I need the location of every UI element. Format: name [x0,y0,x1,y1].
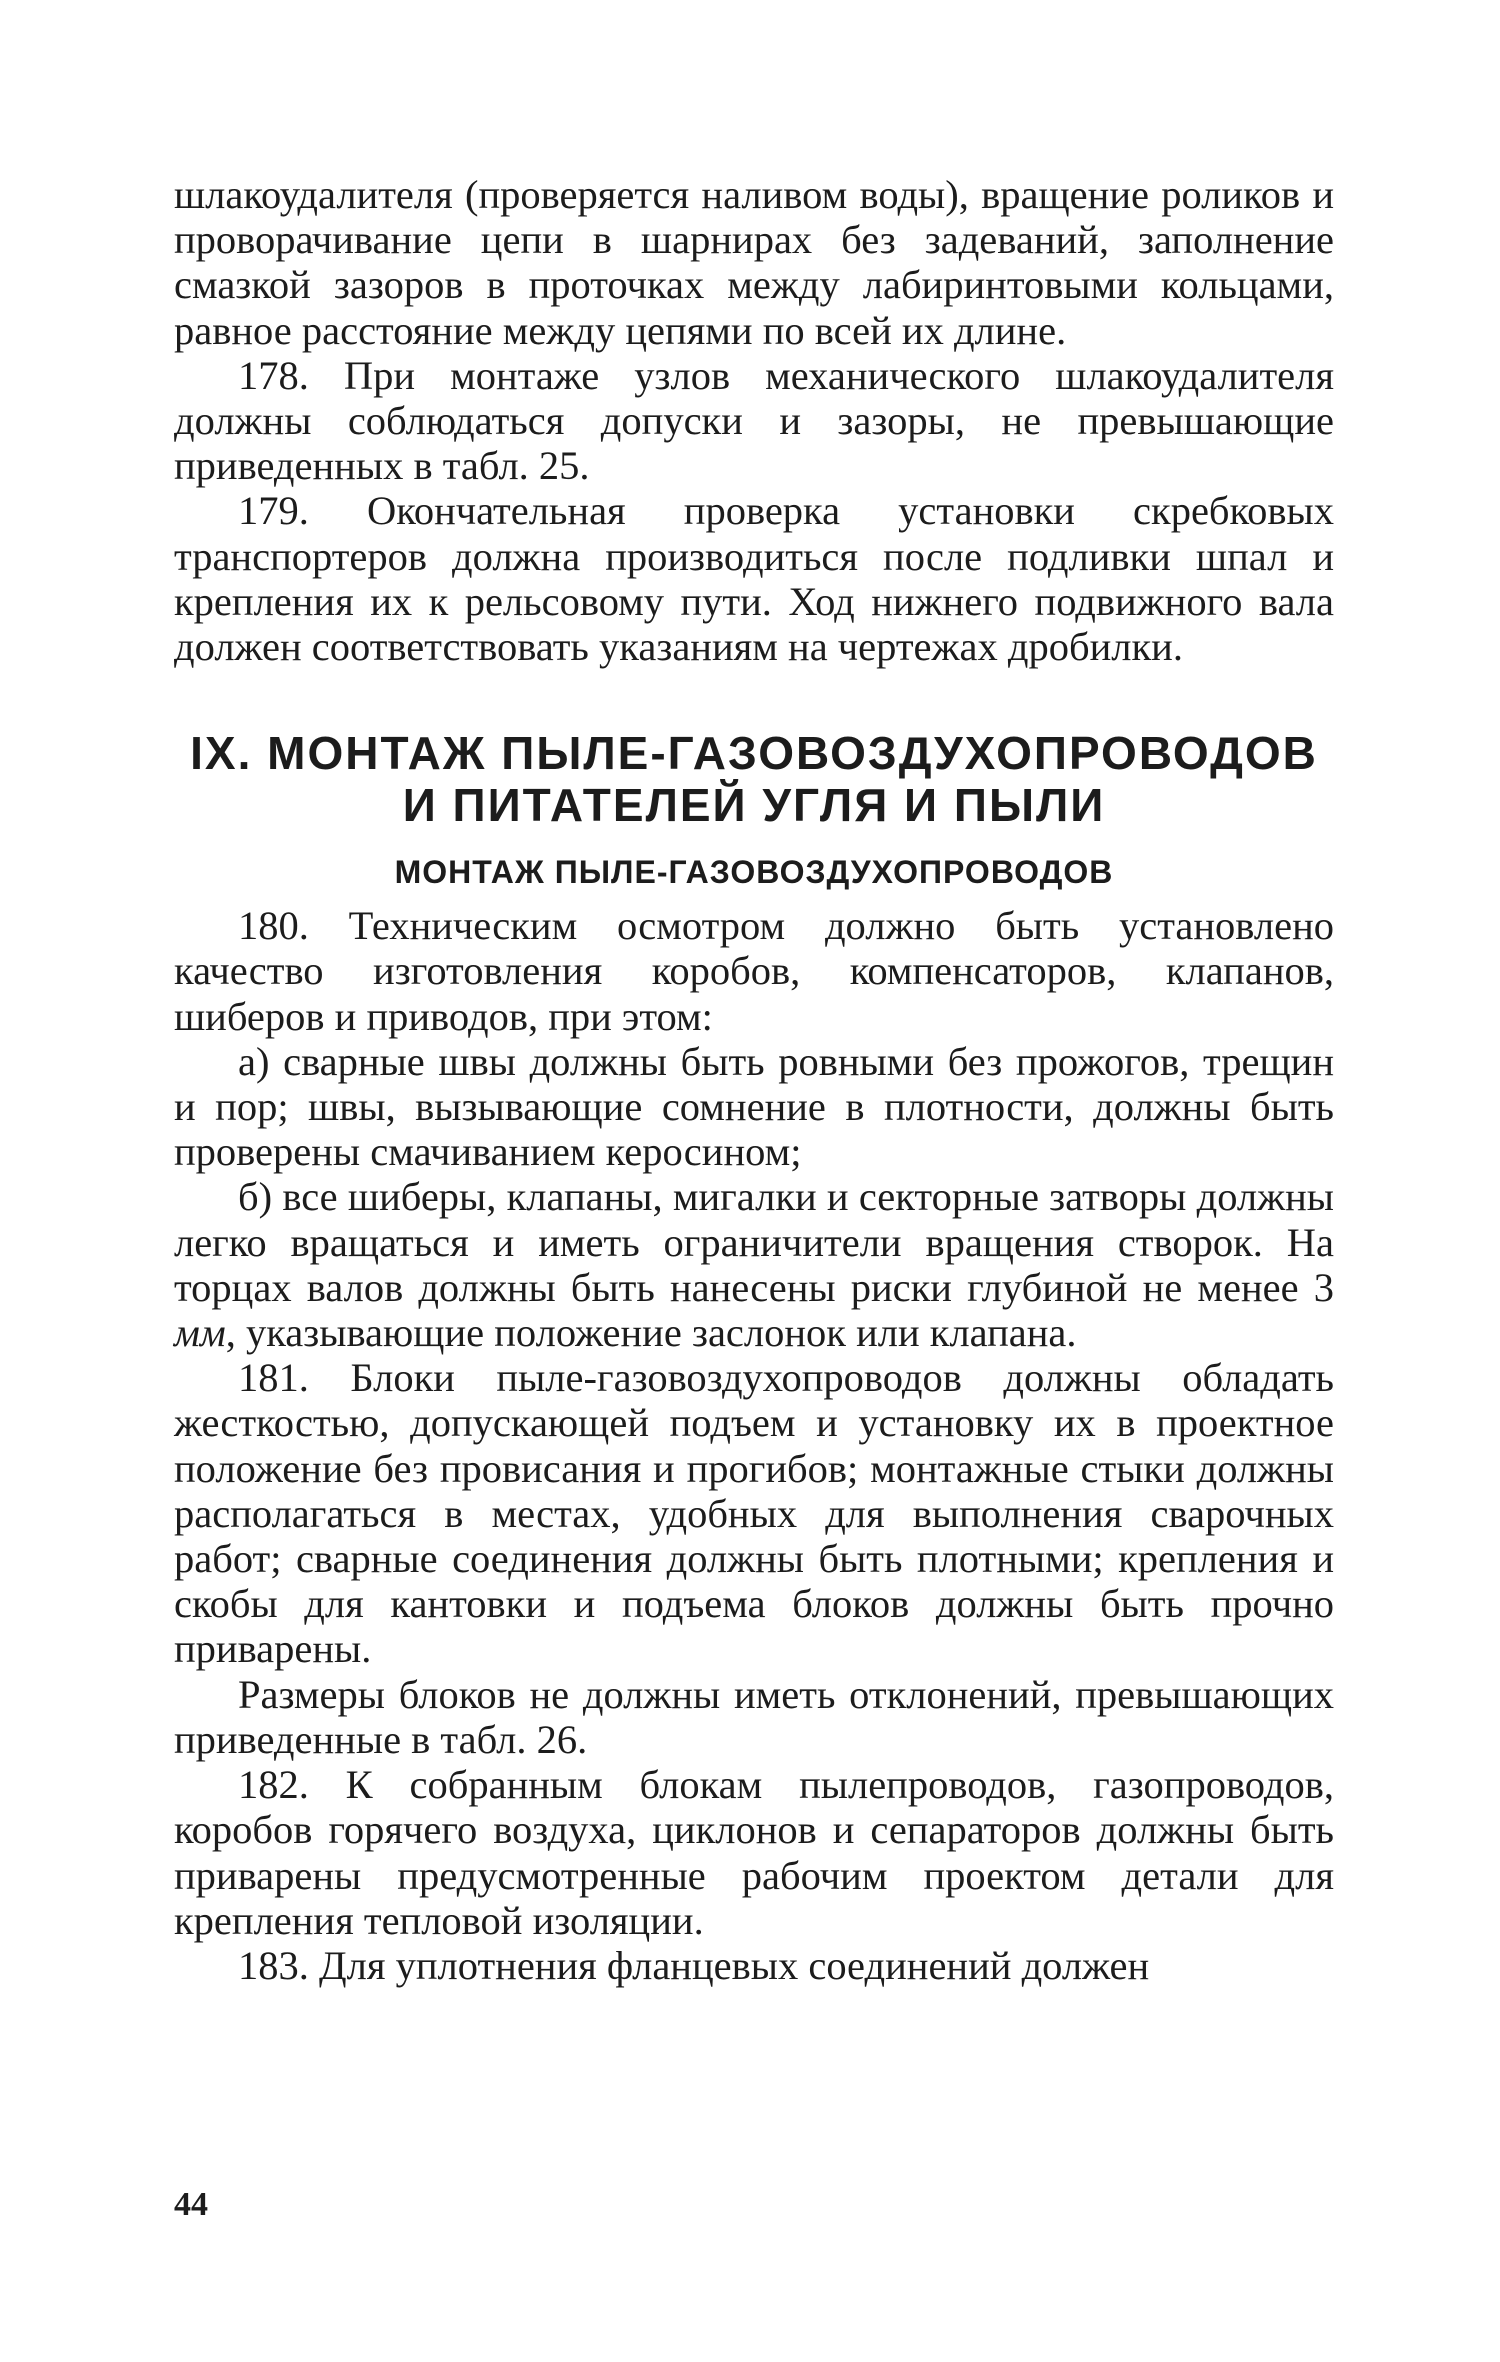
paragraph-180-b [174,1174,1334,1355]
paragraph-182: 182. К собранным блокам пылепроводов, газопроводов, коробов горячего воздуха, циклонов и сепараторов должны быть приварены предусмотренные рабочим проектом детали для крепления тепловой изоляции. [174,1762,1334,1943]
section-title: МОНТАЖ ПЫЛЕ-ГАЗОВОЗДУХОПРОВОДОВ [394,854,1114,891]
chapter-title [174,727,1334,831]
paragraph-178: 178. При монтаже узлов механического шлакоудалителя должны соблюдаться допуски и зазоры, не превышающие приведенных в табл. 25. [174,352,1334,489]
paragraph-180-a: а) сварные швы должны быть ровными без прожогов, трещин и пор; швы, вызывающие сомнение в плотности, должны быть проверены смачиванием керосином; [174,1038,1334,1175]
paragraph-180: 180. Техническим осмотром должно быть установлено качество изготовления коробов, компенсаторов, клапанов, шиберов и приводов, при этом: [174,903,1334,1039]
paragraph-183: 183. Для уплотнения фланцевых соединений должен [238,1942,1150,1988]
chapter-title-line-1: IX. МОНТАЖ ПЫЛЕ-ГАЗОВОЗДУХОПРОВОДОВ [190,727,1318,780]
page-number: 44 [174,2186,208,2223]
paragraph-177-continuation: шлакоудалителя (проверяется наливом воды), вращение роликов и проворачивание цепи в шарнирах без задеваний, заполнение смазкой зазоров в проточках между лабиринтовыми кольцами, равное расстояние между цепями по всей их длине. [174,172,1334,353]
page-body [174,172,1334,1988]
paragraph-180-b-text-end: , указывающие положение заслонок или клапана. [225,1310,1077,1356]
paragraph-180-b-text-start: б) все шиберы, клапаны, мигалки и секторные затворы должны легко вращаться и иметь ограничители вращения створок. На торцах валов должны быть нанесены риски глубиной не менее 3 [174,1174,1334,1310]
unit-mm: мм [174,1310,226,1356]
paragraph-181-continued: Размеры блоков не должны иметь отклонений, превышающих приведенные в табл. 26. [174,1671,1334,1762]
paragraph-181: 181. Блоки пыле-газовоздухопроводов должны обладать жесткостью, допускающей подъем и установку их в проектное положение без провисания и прогибов; монтажные стыки должны располагаться в местах, удобных для выполнения сварочных работ; сварные соединения должны быть плотными; крепления и скобы для кантовки и подъема блоков должны быть прочно приварены. [174,1355,1334,1672]
chapter-title-line-2: И ПИТАТЕЛЕЙ УГЛЯ И ПЫЛИ [402,779,1106,832]
paragraph-179: 179. Окончательная проверка установки скребковых транспортеров должна производиться после подливки шпал и крепления их к рельсовому пути. Ход нижнего подвижного вала должен соответствовать указаниям на чертежах дробилки. [174,488,1334,670]
